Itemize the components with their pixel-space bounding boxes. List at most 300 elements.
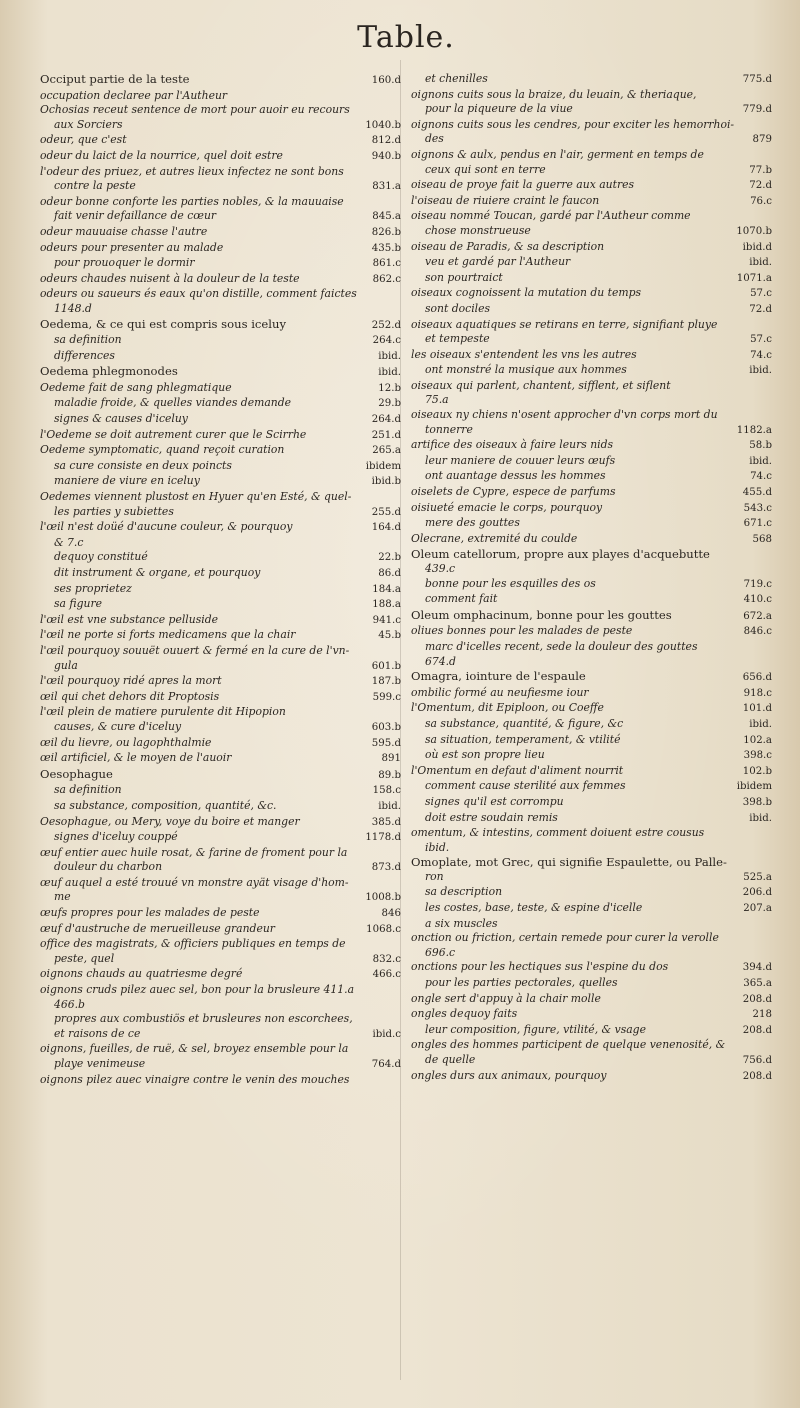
entry-text: me	[54, 890, 71, 904]
entry-reference: 941.c	[372, 614, 401, 626]
entry-reference: ibidem	[736, 781, 772, 793]
index-entry	[411, 72, 772, 88]
entry-text: oiseaux ny chiens n'osent approcher d'vn corps mort du	[411, 408, 718, 422]
entry-reference: 218	[752, 1009, 772, 1021]
entry-text: leur maniere de couuer leurs œufs	[425, 453, 616, 467]
index-entry	[40, 165, 401, 180]
entry-reference: 846.c	[743, 626, 772, 638]
entry-reference: 45.b	[378, 630, 401, 642]
index-entry	[40, 287, 401, 302]
index-entry	[40, 1057, 401, 1073]
entry-reference: 873.d	[371, 862, 401, 874]
index-entry	[40, 364, 401, 381]
entry-text: signes d'iceluy couppé	[54, 830, 178, 844]
index-entry	[411, 363, 772, 379]
index-entry	[40, 225, 401, 241]
index-entry	[40, 490, 401, 505]
entry-text: œuf auquel a esté trouué vn monstre ayät visage d'hom-	[40, 875, 349, 889]
entry-text: a six muscles	[425, 916, 498, 930]
entry-text: odeur mauuaise chasse l'autre	[40, 224, 208, 238]
entry-text: sa figure	[54, 597, 103, 611]
entry-text: 75.a	[425, 393, 449, 407]
entry-reference: 455.d	[742, 487, 772, 499]
entry-text: oignons cruds pilez auec sel, bon pour la brusleure 411.a	[40, 983, 355, 997]
entry-text: l'œil plein de matiere purulente dit Hipopion	[40, 705, 286, 719]
index-entry	[411, 592, 772, 608]
entry-text: Ochosias receut sentence de mort pour auoir eu recours	[40, 103, 350, 117]
index-entry	[40, 799, 401, 815]
entry-reference: 671.c	[743, 518, 772, 530]
index-entry	[411, 917, 772, 932]
index-entry	[411, 669, 772, 686]
entry-text: l'œil pourquoy ridé apres la mort	[40, 674, 222, 688]
entry-text: artifice des oiseaux à faire leurs nids	[411, 438, 614, 452]
entry-text: mere des gouttes	[425, 516, 520, 530]
entry-text: tonnerre	[425, 422, 473, 436]
index-entry	[411, 855, 772, 870]
entry-text: contre la peste	[54, 179, 136, 193]
entry-text: 1148.d	[54, 301, 92, 315]
entry-text: l'œil n'est doüé d'aucune couleur, & pourquoy	[40, 520, 293, 534]
entry-text: l'œil ne porte si forts medicamens que la chair	[40, 628, 296, 642]
entry-reference: 164.d	[371, 522, 401, 534]
index-entry	[411, 992, 772, 1008]
index-columns	[40, 72, 772, 1087]
entry-reference: 779.d	[742, 104, 772, 116]
index-entry	[411, 501, 772, 517]
entry-reference: 255.d	[371, 506, 401, 518]
entry-reference: 89.b	[378, 769, 401, 781]
entry-text: ongles durs aux animaux, pourquoy	[411, 1068, 607, 1082]
entry-reference: 603.b	[371, 721, 401, 733]
entry-text: oliues bonnes pour les malades de peste	[411, 624, 633, 638]
entry-text: Oesophague	[40, 766, 113, 781]
entry-reference: ibid.	[749, 718, 772, 730]
entry-reference: 77.b	[749, 164, 772, 176]
entry-text: l'Omentum en defaut d'aliment nourrit	[411, 763, 624, 777]
index-entry	[40, 751, 401, 767]
entry-text: propres aux combustiös et brusleures non escorchees,	[54, 1012, 353, 1026]
entry-reference: ibid.	[749, 455, 772, 467]
entry-text: œil qui chet dehors dit Proptosis	[40, 689, 220, 703]
index-entry	[411, 931, 772, 946]
index-entry	[40, 582, 401, 598]
index-entry	[411, 562, 772, 577]
entry-reference: 22.b	[378, 552, 401, 564]
entry-text: 674.d	[425, 654, 456, 668]
entry-reference: 208.d	[742, 1070, 772, 1082]
index-entry	[411, 88, 772, 103]
entry-text: l'oiseau de riuiere craint le faucon	[411, 193, 600, 207]
entry-reference: 264.d	[371, 414, 401, 426]
index-entry	[411, 379, 772, 394]
index-entry	[411, 532, 772, 548]
entry-text: Omoplate, mot Grec, qui signifie Espaulette, ou Palle-	[411, 855, 727, 870]
entry-text: comment fait	[425, 592, 498, 606]
entry-text: douleur du charbon	[54, 860, 163, 874]
entry-text: où est son propre lieu	[425, 748, 545, 762]
entry-text: ongles des hommes participent de quelque venenosité, &	[411, 1038, 726, 1052]
entry-reference: 29.b	[378, 398, 401, 410]
index-entry	[40, 381, 401, 397]
entry-text: dequoy constitué	[54, 550, 148, 564]
entry-text: Oedeme symptomatic, quand reçoit curation	[40, 443, 285, 457]
index-entry	[411, 640, 772, 655]
index-entry	[411, 469, 772, 485]
entry-text: leur composition, figure, vtilité, & vsage	[425, 1022, 646, 1036]
entry-text: sa definition	[54, 783, 122, 797]
entry-reference: ibid.	[749, 257, 772, 269]
index-entry	[411, 194, 772, 210]
index-entry	[40, 349, 401, 365]
entry-reference: 672.a	[743, 610, 772, 622]
entry-reference: 940.b	[371, 150, 401, 162]
entry-text: gula	[54, 658, 78, 672]
index-entry	[40, 474, 401, 490]
index-entry	[40, 396, 401, 412]
entry-text: 466.b	[54, 997, 85, 1011]
index-entry	[411, 255, 772, 271]
index-entry	[411, 224, 772, 240]
entry-text: Oleum omphacinum, bonne pour les gouttes	[411, 607, 672, 622]
index-entry	[411, 901, 772, 917]
index-entry	[411, 870, 772, 886]
entry-text: bonne pour les esquilles des os	[425, 576, 596, 590]
entry-text: onctions pour les hectiques sus l'espine du dos	[411, 960, 669, 974]
entry-text: Occiput partie de la teste	[40, 72, 190, 86]
entry-text: doit estre soudain remis	[425, 810, 558, 824]
entry-text: maniere de viure en iceluy	[54, 474, 200, 488]
entry-reference: 365.a	[743, 978, 772, 990]
index-entry	[40, 412, 401, 428]
entry-text: office des magistrats, & officiers publiques en temps de	[40, 937, 346, 951]
entry-text: l'œil pourquoy souuët ouuert & fermé en la cure de l'vn-	[40, 643, 350, 657]
index-entry	[411, 148, 772, 163]
index-entry	[40, 906, 401, 922]
index-entry	[411, 946, 772, 961]
entry-reference: 398.c	[743, 750, 772, 762]
entry-text: sa substance, composition, quantité, &c.	[54, 798, 277, 812]
column-divider	[400, 60, 401, 1380]
index-entry	[411, 624, 772, 640]
entry-text: odeurs pour presenter au malade	[40, 240, 224, 254]
entry-text: œil artificiel, & le moyen de l'auoir	[40, 751, 232, 765]
entry-text: de quelle	[425, 1053, 476, 1066]
entry-reference: 466.c	[372, 969, 401, 981]
index-entry	[40, 149, 401, 165]
entry-reference: 812.d	[371, 135, 401, 147]
index-entry	[40, 952, 401, 968]
entry-text: Oedeme fait de sang phlegmatique	[40, 380, 232, 394]
index-entry	[40, 890, 401, 906]
entry-reference: 1178.d	[365, 832, 401, 844]
index-entry	[411, 608, 772, 625]
entry-reference: 1040.b	[365, 119, 401, 131]
index-entry	[40, 89, 401, 104]
index-entry	[40, 922, 401, 938]
index-entry	[40, 72, 401, 89]
entry-text: oignons chauds au quatriesme degré	[40, 967, 243, 981]
entry-text: oignons cuits sous les cendres, pour exciter les hemorrhoi-	[411, 117, 735, 131]
index-entry	[411, 332, 772, 348]
entry-text: comment cause sterilité aux femmes	[425, 779, 626, 793]
entry-text: Oedemes viennent plustost en Hyuer qu'en Esté, & quel-	[40, 490, 352, 504]
entry-reference: 102.b	[742, 765, 772, 777]
entry-text: oiseaux cognoissent la mutation du temps	[411, 286, 642, 300]
entry-text: oignons cuits sous la braize, du leuain, & theriaque,	[411, 87, 697, 101]
entry-reference: 12.b	[378, 382, 401, 394]
entry-reference: 826.b	[371, 226, 401, 238]
index-entry	[40, 536, 401, 551]
entry-reference: 160.d	[371, 75, 401, 86]
entry-reference: 72.d	[749, 303, 772, 315]
entry-reference: 410.c	[743, 594, 772, 606]
entry-reference: 764.d	[371, 1059, 401, 1070]
entry-reference: 1071.a	[736, 272, 772, 284]
entry-reference: 918.c	[743, 687, 772, 699]
index-entry	[411, 454, 772, 470]
entry-text: Omagra, iointure de l'espaule	[411, 669, 586, 684]
index-entry	[411, 178, 772, 194]
entry-reference: 1182.a	[736, 424, 772, 436]
entry-text: oignons pilez auec vinaigre contre le venin des mouches	[40, 1072, 350, 1086]
entry-text: causes, & cure d'iceluy	[54, 719, 182, 733]
index-entry	[411, 348, 772, 364]
index-entry	[411, 102, 772, 118]
index-entry	[411, 795, 772, 811]
entry-text: ses proprietez	[54, 581, 132, 595]
entry-text: veu et gardé par l'Autheur	[425, 255, 571, 269]
index-entry	[40, 937, 401, 952]
entry-reference: 74.c	[750, 471, 772, 483]
index-entry	[40, 736, 401, 752]
index-entry	[40, 459, 401, 475]
index-entry	[40, 720, 401, 736]
entry-text: Olecrane, extremité du coulde	[411, 531, 578, 545]
index-entry	[411, 240, 772, 256]
entry-text: œuf d'austruche de merueilleuse grandeur	[40, 921, 275, 935]
index-entry	[40, 860, 401, 876]
entry-text: œuf entier auec huile rosat, & farine de froment pour la	[40, 845, 348, 859]
index-entry	[40, 846, 401, 861]
entry-reference: 891	[381, 753, 401, 765]
index-entry	[40, 644, 401, 659]
entry-reference: 385.d	[371, 816, 401, 828]
entry-text: onction ou friction, certain remede pour curer la verolle	[411, 931, 719, 945]
index-entry	[40, 1073, 401, 1088]
entry-reference: 184.a	[372, 583, 401, 595]
index-entry	[40, 967, 401, 983]
entry-reference: 862.c	[372, 273, 401, 285]
entry-reference: ibidem	[365, 460, 401, 472]
entry-text: odeurs chaudes nuisent à la douleur de la teste	[40, 271, 300, 285]
entry-text: odeurs ou saueurs és eaux qu'on distille, comment faictes	[40, 287, 357, 301]
index-entry	[40, 1012, 401, 1027]
entry-text: Oleum catellorum, propre aux playes d'acquebutte	[411, 547, 710, 562]
entry-reference: 525.a	[743, 871, 772, 883]
entry-text: signes qu'il est corrompu	[425, 794, 564, 808]
index-entry	[40, 566, 401, 582]
entry-text: ombilic formé au neufiesme iour	[411, 685, 589, 699]
index-entry	[411, 393, 772, 408]
entry-reference: 207.a	[743, 903, 772, 915]
entry-reference: 756.d	[742, 1055, 772, 1066]
entry-reference: 775.d	[742, 74, 772, 85]
entry-reference: ibid.d	[742, 241, 772, 253]
index-entry	[40, 256, 401, 272]
index-entry	[40, 195, 401, 210]
entry-reference: ibid.	[378, 367, 401, 379]
entry-reference: 832.c	[372, 953, 401, 965]
entry-reference: 595.d	[371, 737, 401, 749]
index-entry	[40, 209, 401, 225]
right-column	[411, 72, 772, 1087]
entry-text: œil du lievre, ou lagophthalmie	[40, 735, 212, 749]
entry-reference: 599.c	[372, 691, 401, 703]
index-entry	[411, 841, 772, 856]
entry-text: ont auantage dessus les hommes	[425, 469, 606, 483]
index-entry	[411, 318, 772, 333]
index-entry	[40, 133, 401, 149]
entry-text: les costes, base, teste, & espine d'icelle	[425, 901, 643, 915]
entry-text: et chenilles	[425, 72, 488, 85]
entry-text: pour la piqueure de la viue	[425, 102, 573, 116]
entry-reference: 252.d	[371, 319, 401, 331]
index-entry	[411, 1023, 772, 1039]
entry-text: odeur du laict de la nourrice, quel doit estre	[40, 148, 283, 162]
index-entry	[411, 960, 772, 976]
entry-text: l'Oedeme se doit autrement curer que le Scirrhe	[40, 427, 307, 441]
entry-text: odeur, que c'est	[40, 133, 127, 147]
entry-reference: 251.d	[371, 429, 401, 441]
index-entry	[40, 783, 401, 799]
entry-reference: 568	[752, 533, 772, 545]
index-entry	[411, 118, 772, 133]
index-entry	[40, 1027, 401, 1043]
index-entry	[40, 550, 401, 566]
entry-text: ibid.	[425, 840, 450, 854]
entry-reference: 188.a	[372, 599, 401, 611]
entry-reference: 158.c	[372, 785, 401, 797]
entry-reference: 57.c	[750, 288, 772, 300]
index-entry	[40, 876, 401, 891]
index-entry	[40, 705, 401, 720]
entry-text: les parties y subiettes	[54, 504, 174, 518]
index-entry	[40, 103, 401, 118]
entry-text: sa situation, temperament, & vtilité	[425, 732, 621, 746]
index-entry	[411, 1007, 772, 1023]
entry-reference: 57.c	[750, 334, 772, 346]
index-entry	[40, 597, 401, 613]
entry-reference: 58.b	[749, 440, 772, 452]
entry-text: pour prouoquer le dormir	[54, 256, 195, 270]
index-entry	[40, 520, 401, 536]
entry-reference: ibid.	[378, 350, 401, 362]
entry-reference: 435.b	[371, 242, 401, 254]
entry-reference: 206.d	[742, 887, 772, 899]
entry-text: chose monstrueuse	[425, 223, 531, 237]
entry-reference: 861.c	[372, 258, 401, 270]
entry-reference: 656.d	[742, 672, 772, 684]
entry-text: signes & causes d'iceluy	[54, 412, 188, 426]
entry-reference: 208.d	[742, 993, 772, 1005]
index-entry	[411, 764, 772, 780]
entry-text: Oesophague, ou Mery, voye du boire et manger	[40, 814, 300, 828]
index-entry	[40, 317, 401, 334]
index-entry	[411, 811, 772, 827]
index-entry	[40, 179, 401, 195]
index-entry	[40, 302, 401, 317]
entry-text: Oedema, & ce qui est compris sous iceluy	[40, 316, 286, 331]
entry-text: des	[425, 132, 444, 146]
index-entry	[411, 701, 772, 717]
index-entry	[411, 547, 772, 562]
entry-reference: 394.d	[742, 962, 772, 974]
entry-text: aux Sorciers	[54, 117, 123, 131]
entry-reference: 845.a	[372, 211, 401, 223]
entry-reference: 398.b	[742, 796, 772, 808]
entry-text: ongles dequoy faits	[411, 1007, 518, 1021]
index-entry	[40, 613, 401, 629]
entry-reference: 1068.c	[366, 923, 401, 935]
index-entry	[411, 885, 772, 901]
index-entry	[40, 690, 401, 706]
index-entry	[411, 686, 772, 702]
entry-text: sa cure consiste en deux poincts	[54, 458, 232, 472]
entry-reference: 72.d	[749, 180, 772, 192]
entry-text: maladie froide, & quelles viandes demande	[54, 396, 292, 410]
index-entry	[411, 826, 772, 841]
index-entry	[40, 830, 401, 846]
entry-text: dit instrument & organe, et pourquoy	[54, 566, 261, 579]
entry-text: omentum, & intestins, comment doiuent estre cousus	[411, 826, 705, 840]
entry-text: sont dociles	[425, 301, 491, 315]
left-column	[40, 72, 401, 1087]
entry-text: Oedema phlegmonodes	[40, 364, 178, 379]
entry-text: et tempeste	[425, 332, 490, 346]
entry-reference: 1070.b	[736, 225, 772, 237]
index-entry	[40, 428, 401, 444]
index-entry	[40, 118, 401, 134]
entry-text: oiseaux qui parlent, chantent, sifflent, et siflent	[411, 378, 671, 392]
entry-text: œufs propres pour les malades de peste	[40, 906, 260, 920]
entry-reference: 831.a	[372, 181, 401, 193]
entry-text: peste, quel	[54, 951, 115, 965]
index-entry	[40, 983, 401, 998]
entry-text: odeur bonne conforte les parties nobles, & la mauuaise	[40, 194, 344, 208]
entry-text: l'odeur des priuez, et autres lieux infectez ne sont bons	[40, 164, 344, 178]
index-entry	[40, 659, 401, 675]
index-entry	[40, 505, 401, 521]
entry-text: l'Omentum, dit Epiploon, ou Coeffe	[411, 701, 604, 715]
entry-reference: 187.b	[371, 676, 401, 688]
entry-text: oiseau nommé Toucan, gardé par l'Autheur comme	[411, 209, 691, 223]
index-entry	[411, 408, 772, 423]
entry-text: oiseau de Paradis, & sa description	[411, 239, 605, 253]
index-entry	[411, 132, 772, 148]
entry-text: pour les parties pectorales, quelles	[425, 976, 618, 990]
index-entry	[411, 286, 772, 302]
entry-text: 696.c	[425, 945, 456, 959]
page-title: Table.	[357, 20, 455, 55]
index-entry	[411, 655, 772, 670]
index-entry	[411, 423, 772, 439]
entry-text: sa description	[425, 885, 503, 899]
index-entry	[40, 998, 401, 1013]
index-entry	[411, 485, 772, 501]
entry-reference: ibid.	[378, 800, 401, 812]
entry-text: differences	[54, 348, 115, 362]
